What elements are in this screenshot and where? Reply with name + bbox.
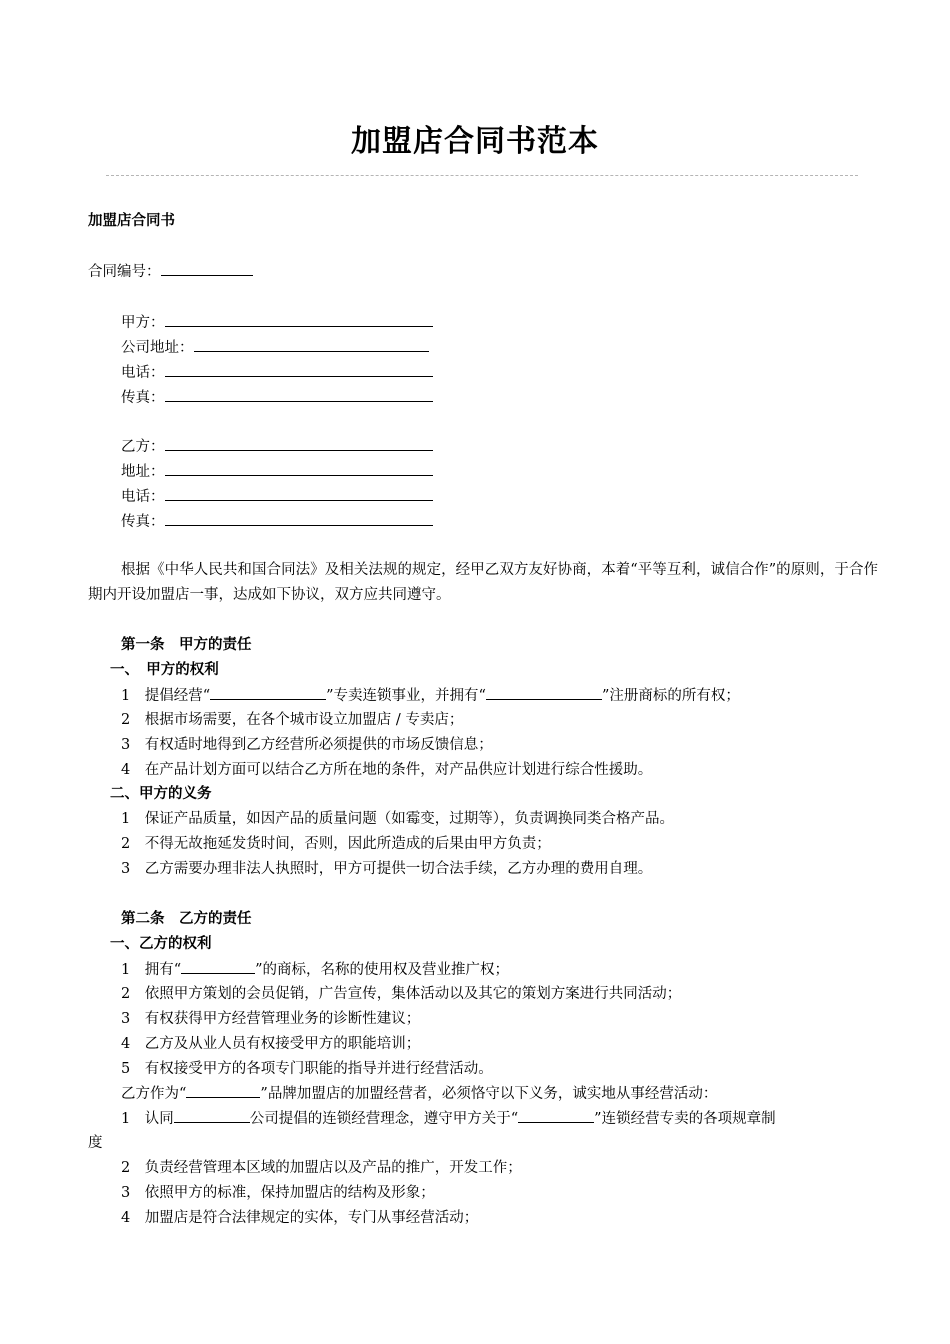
party-a-fax-label: 传真：: [121, 390, 165, 406]
party-a-phone-row: [121, 362, 433, 383]
article-1-rights-heading: 一、 甲方的权利: [110, 661, 219, 678]
party-b-name-row: [121, 436, 433, 457]
title-divider: [106, 175, 858, 176]
article-2-obligation-3: 3 依照甲方的标准，保持加盟店的结构及形象；: [121, 1185, 435, 1201]
article-1-right-2: 2 根据市场需要，在各个城市设立加盟店 / 专卖店；: [121, 712, 464, 728]
party-b-name-label: 乙方：: [121, 439, 165, 455]
article-1-duties-heading: 二、甲方的义务: [110, 785, 212, 802]
article-1-right-1-blank-b: [486, 685, 602, 700]
article-2-obligation-1-text-b: 公司提倡的连锁经营理念，遵守甲方关于“: [249, 1111, 519, 1127]
party-b-fax-label: 传真：: [121, 514, 165, 530]
article-1-right-1-blank-a: [210, 685, 326, 700]
party-b-phone-blank: [165, 486, 433, 501]
party-a-fax-blank: [165, 387, 433, 402]
article-2-obligations-text-a: 乙方作为“: [121, 1086, 187, 1102]
article-1-duty-3: 3 乙方需要办理非法人执照时，甲方可提供一切合法手续，乙方办理的费用自理。: [121, 861, 653, 877]
article-2-rights-heading: 一、乙方的权利: [110, 935, 212, 952]
party-b-name-blank: [165, 436, 433, 451]
article-2-right-4: 4 乙方及从业人员有权接受甲方的职能培训；: [121, 1036, 421, 1052]
party-b-address-row: [121, 461, 433, 482]
article-2-obligation-1-text-c: ”连锁经营专卖的各项规章制: [594, 1111, 776, 1127]
article-2-obligation-1-text-a: 1 认同: [121, 1111, 174, 1127]
article-2-right-1-text-a: 1 拥有“: [121, 962, 182, 978]
party-a-address-label: 公司地址：: [121, 340, 194, 356]
article-2-right-5: 5 有权接受甲方的各项专门职能的指导并进行经营活动。: [121, 1061, 493, 1077]
party-b-phone-row: [121, 486, 433, 507]
article-1-right-4: 4 在产品计划方面可以结合乙方所在地的条件，对产品供应计划进行综合性援助。: [121, 762, 653, 778]
article-2-heading: 第二条 乙方的责任: [121, 910, 252, 927]
contract-subtitle: 加盟店合同书: [88, 212, 175, 229]
party-b-fax-blank: [165, 511, 433, 526]
article-2-right-2: 2 依照甲方策划的会员促销，广告宣传，集体活动以及其它的策划方案进行共同活动；: [121, 986, 682, 1002]
article-2-obligation-2: 2 负责经营管理本区域的加盟店以及产品的推广，开发工作；: [121, 1160, 522, 1176]
intro-paragraph: 根据《中华人民共和国合同法》及相关法规的规定，经甲乙双方友好协商，本着“平等互利，诚信合作”的原则，于合作期内开设加盟店一事，达成如下协议，双方应共同遵守。: [88, 562, 878, 603]
party-b-address-blank: [165, 461, 433, 476]
party-a-address-row: [121, 337, 429, 358]
document-title: 加盟店合同书范本: [351, 124, 599, 159]
article-2-right-1-blank: [181, 959, 255, 974]
article-1-heading: 第一条 甲方的责任: [121, 636, 252, 653]
party-a-address-blank: [194, 337, 429, 352]
party-a-fax-row: [121, 387, 433, 408]
article-1-duty-1: 1 保证产品质量，如因产品的质量问题（如霉变，过期等），负责调换同类合格产品。: [121, 811, 674, 827]
contract-number-row: [88, 261, 253, 282]
article-1-right-1-text-a: 1 提倡经营“: [121, 688, 211, 704]
article-2-right-1-text-b: ”的商标，名称的使用权及营业推广权；: [255, 962, 510, 978]
party-b-address-label: 地址：: [121, 464, 165, 480]
party-a-phone-label: 电话：: [121, 365, 165, 381]
article-2-right-3: 3 有权获得甲方经营管理业务的诊断性建议；: [121, 1011, 421, 1027]
contract-number-label: 合同编号：: [88, 264, 161, 280]
article-2-obligations-text-b: ”品牌加盟店的加盟经营者，必须恪守以下义务，诚实地从事经营活动：: [260, 1086, 718, 1102]
article-1-right-1-text-b: ”专卖连锁事业，并拥有“: [326, 688, 486, 704]
article-2-right-1: [121, 959, 509, 980]
party-a-name-label: 甲方：: [121, 315, 165, 331]
article-1-right-1-text-c: ”注册商标的所有权；: [601, 688, 740, 704]
article-1-duty-2: 2 不得无故拖延发货时间，否则，因此所造成的后果由甲方负责；: [121, 836, 551, 852]
article-2-obligation-1-blank-a: [174, 1108, 250, 1123]
party-a-phone-blank: [165, 362, 433, 377]
article-2-obligation-1: [121, 1108, 776, 1129]
article-2-obligations-blank: [186, 1083, 260, 1098]
party-b-fax-row: [121, 511, 433, 532]
party-b-phone-label: 电话：: [121, 489, 165, 505]
article-1-right-1: [121, 685, 740, 706]
party-a-name-blank: [165, 312, 433, 327]
article-2-obligation-1-wrap: 度: [88, 1135, 103, 1151]
article-1-right-3: 3 有权适时地得到乙方经营所必须提供的市场反馈信息；: [121, 737, 493, 753]
contract-number-blank: [161, 261, 253, 276]
article-2-obligation-4: 4 加盟店是符合法律规定的实体，专门从事经营活动；: [121, 1210, 479, 1226]
article-2-obligation-1-blank-b: [518, 1108, 594, 1123]
party-a-name-row: [121, 312, 433, 333]
article-2-obligations-intro: [121, 1083, 717, 1104]
